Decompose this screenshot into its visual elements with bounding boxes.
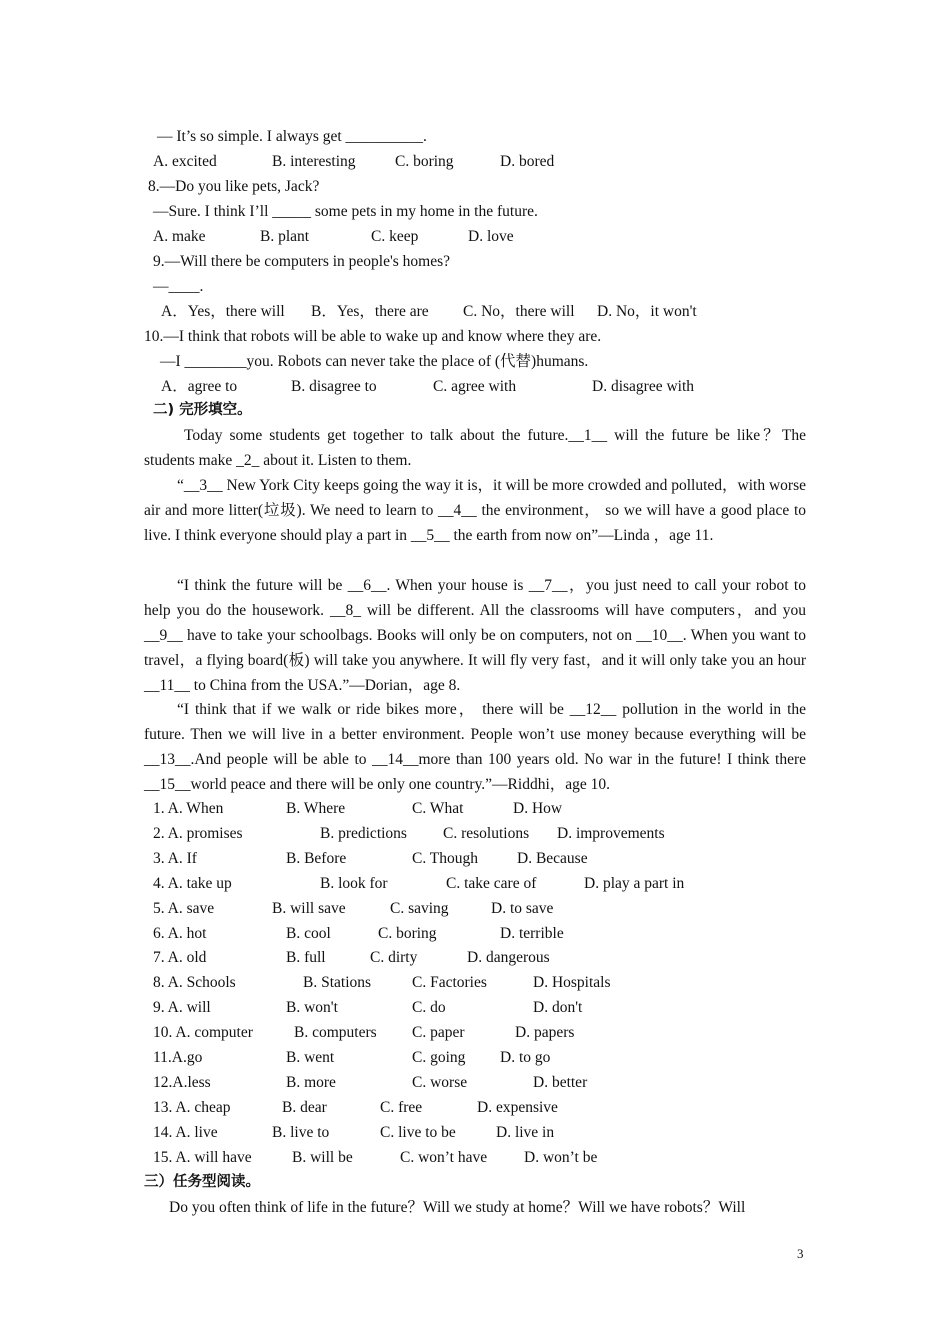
cloze-option-5-c: C. saving bbox=[390, 899, 449, 917]
cloze-option-9-b: B. won't bbox=[286, 999, 338, 1017]
cloze-option-5-b: B. will save bbox=[272, 899, 346, 917]
cloze-option-8-a: 8. A. Schools bbox=[153, 974, 236, 992]
option-a: A．Yes，there will bbox=[161, 303, 285, 320]
cloze-option-5-a: 5. A. save bbox=[153, 899, 215, 917]
cloze-option-4-b: B. look for bbox=[320, 874, 388, 892]
cloze-option-13-d: D. expensive bbox=[477, 1098, 558, 1116]
section3-title: 三）任务型阅读。 bbox=[144, 1174, 260, 1190]
cloze-option-10-d: D. papers bbox=[515, 1024, 575, 1042]
option-c: C. No，there will bbox=[463, 303, 575, 320]
cloze-option-11-d: D. to go bbox=[500, 1049, 551, 1066]
cloze-option-6-d: D. terrible bbox=[500, 924, 564, 942]
cloze-option-10-b: B. computers bbox=[294, 1024, 377, 1042]
cloze-option-15-d: D. won’t be bbox=[524, 1148, 598, 1166]
option-b: B．Yes，there are bbox=[311, 303, 429, 320]
cloze-paragraph-2: “__3__ New York City keeps going the way it is，it will be more crowded and polluted，with worse air and more litter(垃圾). We need to learn to __4__ the environment， so we will have a good place to live. I think everyone should play a part in __5__ the earth from now on”—Linda ，age 11. bbox=[144, 477, 806, 544]
cloze-option-3-d: D. Because bbox=[517, 849, 588, 867]
option-b: B. disagree to bbox=[291, 378, 377, 395]
cloze-option-7-b: B. full bbox=[286, 949, 326, 967]
option-a: A．agree to bbox=[161, 378, 238, 395]
q8-reply: —Sure. I think I’ll _____ some pets in my home in the future. bbox=[153, 203, 538, 220]
cloze-option-10-c: C. paper bbox=[412, 1024, 465, 1042]
option-d: D. disagree with bbox=[592, 378, 695, 395]
cloze-option-2-d: D. improvements bbox=[557, 824, 665, 842]
cloze-option-8-b: B. Stations bbox=[303, 974, 372, 992]
cloze-paragraph-1: Today some students get together to talk about the future.__1__ will the future be like？The students make _2_ about it. Listen to them. bbox=[144, 427, 806, 469]
cloze-option-3-b: B. Before bbox=[286, 849, 347, 867]
page-number: 3 bbox=[797, 1246, 804, 1261]
option-a: A. excited bbox=[153, 153, 217, 170]
q10-question: 10.—I think that robots will be able to wake up and know where they are. bbox=[144, 328, 602, 345]
option-b: B. plant bbox=[260, 228, 310, 245]
q8-question: 8.—Do you like pets, Jack? bbox=[148, 178, 320, 195]
cloze-option-11-b: B. went bbox=[286, 1049, 335, 1066]
cloze-option-9-d: D. don't bbox=[533, 999, 583, 1017]
option-b: B. interesting bbox=[272, 153, 356, 170]
q9-reply: —____. bbox=[153, 278, 204, 295]
cloze-option-4-d: D. play a part in bbox=[584, 874, 685, 892]
cloze-option-1-c: C. What bbox=[412, 800, 464, 817]
cloze-option-6-c: C. boring bbox=[378, 924, 437, 942]
cloze-option-1-d: D. How bbox=[513, 800, 563, 817]
q7-reply: — It’s so simple. I always get __________. bbox=[157, 128, 427, 145]
cloze-option-11-a: 11.A.go bbox=[153, 1049, 203, 1066]
cloze-option-15-c: C. won’t have bbox=[400, 1148, 488, 1166]
cloze-option-8-c: C. Factories bbox=[412, 974, 487, 992]
cloze-option-2-b: B. predictions bbox=[320, 824, 407, 842]
q9-question: 9.—Will there be computers in people's homes? bbox=[153, 253, 451, 270]
cloze-option-7-c: C. dirty bbox=[370, 949, 418, 967]
cloze-option-3-a: 3. A. If bbox=[153, 849, 197, 867]
cloze-paragraph-4: “I think that if we walk or ride bikes more， there will be __12__ pollution in the world in the future. Then we will live in a better environment. People won’t use money because everything will be __13__.And people will be able to __14__more than 100 years old. No war in the future! I think there __15__world peace and there will be only one country.”—Riddhi，age 10. bbox=[144, 701, 806, 793]
cloze-option-2-c: C. resolutions bbox=[443, 824, 530, 842]
q10-reply: —I ________you. Robots can never take the place of (代替)humans. bbox=[160, 353, 589, 370]
cloze-option-9-a: 9. A. will bbox=[153, 999, 211, 1017]
cloze-option-9-c: C. do bbox=[412, 999, 446, 1017]
cloze-option-12-c: C. worse bbox=[412, 1073, 468, 1091]
cloze-option-14-c: C. live to be bbox=[380, 1123, 456, 1141]
option-d: D. love bbox=[468, 228, 514, 245]
cloze-option-15-b: B. will be bbox=[292, 1148, 353, 1166]
cloze-option-14-d: D. live in bbox=[496, 1123, 555, 1141]
cloze-option-14-a: 14. A. live bbox=[153, 1123, 218, 1141]
cloze-paragraph-3: “I think the future will be __6__. When your house is __7__，you just need to call your robot to help you do the housework. __8_ will be different. All the classrooms will have computers，and you __9__ have to take your schoolbags. Books will only be on computers, not on __10__. When you want to travel，a flying board(板) will take you anywhere. It will fly very fast，and it will only take you an hour __11__ to China from the USA.”—Dorian，age 8. bbox=[144, 577, 806, 694]
cloze-option-13-a: 13. A. cheap bbox=[153, 1098, 231, 1116]
section2-title: 二) 完形填空。 bbox=[153, 402, 252, 418]
option-d: D. bored bbox=[500, 153, 555, 170]
option-a: A. make bbox=[153, 228, 206, 245]
cloze-option-6-a: 6. A. hot bbox=[153, 924, 207, 942]
cloze-option-13-c: C. free bbox=[380, 1098, 423, 1116]
section3-text: Do you often think of life in the future？Will we study at home？Will we have robots？Will bbox=[169, 1199, 746, 1216]
cloze-option-15-a: 15. A. will have bbox=[153, 1148, 252, 1166]
option-c: C. boring bbox=[395, 153, 454, 170]
cloze-option-8-d: D. Hospitals bbox=[533, 974, 611, 992]
option-c: C. agree with bbox=[433, 378, 517, 395]
cloze-option-10-a: 10. A. computer bbox=[153, 1024, 253, 1042]
cloze-option-12-b: B. more bbox=[286, 1073, 336, 1091]
cloze-option-7-a: 7. A. old bbox=[153, 949, 207, 967]
cloze-option-12-a: 12.A.less bbox=[153, 1073, 211, 1091]
cloze-option-2-a: 2. A. promises bbox=[153, 824, 243, 842]
option-c: C. keep bbox=[371, 228, 419, 245]
cloze-option-7-d: D. dangerous bbox=[467, 949, 550, 967]
cloze-option-4-a: 4. A. take up bbox=[153, 874, 232, 892]
cloze-option-4-c: C. take care of bbox=[446, 874, 537, 892]
cloze-option-5-d: D. to save bbox=[491, 899, 554, 917]
cloze-option-12-d: D. better bbox=[533, 1073, 588, 1091]
cloze-option-11-c: C. going bbox=[412, 1049, 466, 1066]
cloze-option-1-b: B. Where bbox=[286, 800, 346, 817]
cloze-option-13-b: B. dear bbox=[282, 1098, 327, 1116]
cloze-option-14-b: B. live to bbox=[272, 1123, 330, 1141]
option-d: D. No，it won't bbox=[597, 303, 697, 320]
cloze-option-1-a: 1. A. When bbox=[153, 800, 224, 817]
cloze-option-3-c: C. Though bbox=[412, 849, 479, 867]
cloze-option-6-b: B. cool bbox=[286, 924, 331, 942]
